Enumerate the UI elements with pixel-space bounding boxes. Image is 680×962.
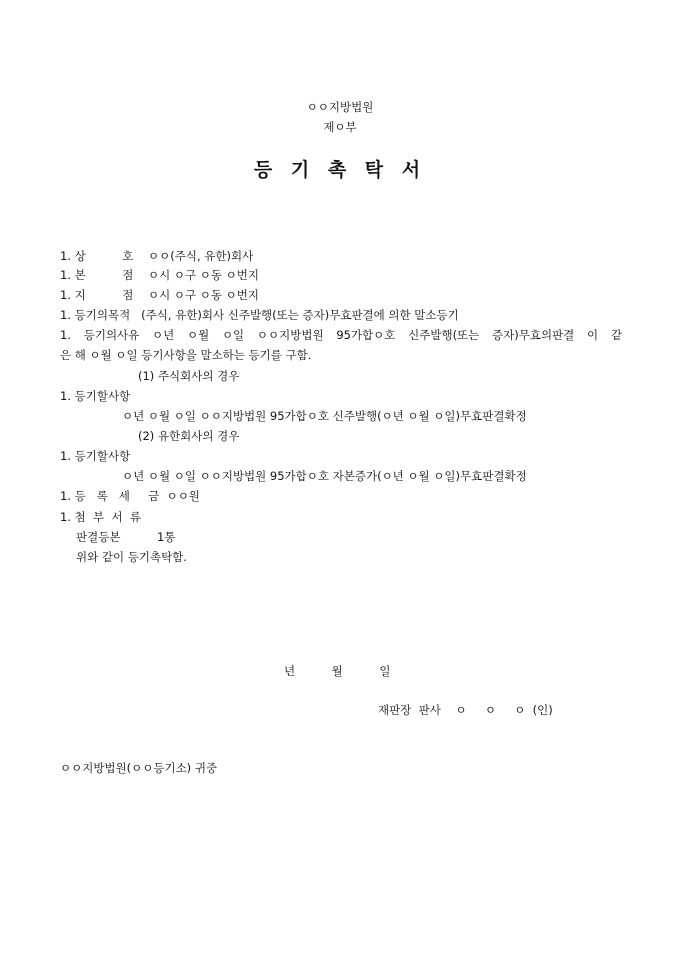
item-cause-line1: 1. 등기의사유 ㅇ년 ㅇ월 ㅇ일 ㅇㅇ지방법원 95가합ㅇ호 신주발행(또는 증자)무효의판결 이 같 (60, 328, 622, 342)
judge-signature: 재판장 판사 ㅇ ㅇ ㅇ (인) (378, 703, 553, 717)
item-cause-line2: 은 해 ㅇ월 ㅇ일 등기사항을 말소하는 등기를 구함. (60, 348, 312, 362)
attachment-item: 판결등본 1통 (76, 530, 176, 544)
item-attachments: 1. 첨 부 서 류 (60, 510, 141, 524)
division-name: 제ㅇ부 (323, 120, 357, 134)
item-branch: 1. 지 점 ㅇ시 ㅇ구 ㅇ동 ㅇ번지 (60, 288, 259, 302)
signature-date: 년 월 일 (284, 664, 391, 678)
case2-heading: (2) 유한회사의 경우 (138, 429, 240, 443)
item-registration-tax: 1. 등 록 세 금 ㅇㅇ원 (60, 489, 200, 503)
case1-detail: ㅇ년 ㅇ월 ㅇ일 ㅇㅇ지방법원 95가합ㅇ호 신주발행(ㅇ년 ㅇ월 ㅇ일)무효판결확정 (122, 409, 527, 423)
document-title: 등 기 촉 탁 서 (253, 159, 427, 181)
item-head-office: 1. 본 점 ㅇ시 ㅇ구 ㅇ동 ㅇ번지 (60, 268, 259, 282)
case2-detail: ㅇ년 ㅇ월 ㅇ일 ㅇㅇ지방법원 95가합ㅇ호 자본증가(ㅇ년 ㅇ월 ㅇ일)무효판결확정 (122, 469, 527, 483)
closing-statement: 위와 같이 등기촉탁함. (76, 550, 187, 564)
recipient-line: ㅇㅇ지방법원(ㅇㅇ등기소) 귀중 (60, 761, 218, 775)
item-purpose: 1. 등기의목적 (주식, 유한)회사 신주발행(또는 증자)무효판결에 의한 말소등기 (60, 308, 459, 322)
case2-label: 1. 등기할사항 (60, 449, 131, 463)
case1-label: 1. 등기할사항 (60, 389, 131, 403)
court-name: ㅇㅇ지방법원 (306, 100, 374, 114)
case1-heading: (1) 주식회사의 경우 (138, 369, 240, 383)
item-company-name: 1. 상 호 ㅇㅇ(주식, 유한)회사 (60, 249, 254, 263)
